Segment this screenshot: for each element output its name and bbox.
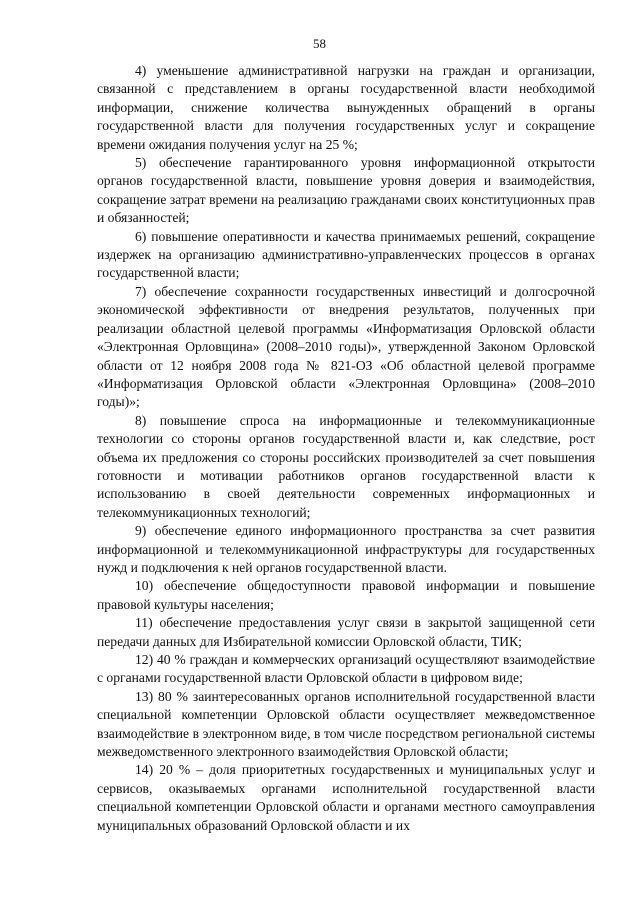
page-number: 58 bbox=[313, 36, 326, 51]
paragraph-item-14: 14) 20 % – доля приоритетных государственных и муниципальных услуг и сервисов, оказываемых органами исполнительной государственной власти специальной компетенции Орловской области и органами местного самоуправления муниципальных образований Орловской области и их bbox=[97, 762, 595, 833]
paragraph-item-4: 4) уменьшение административной нагрузки на граждан и организации, связанной с представлением в органы государственной власти необходимой информации, снижение количества вынужденных обращений в органы государственной власти для получения государственных услуг и сокращение времени ожидания получения услуг на 25 %; bbox=[97, 63, 595, 152]
paragraph-item-12: 12) 40 % граждан и коммерческих организаций осуществляют взаимодействие с органами государственной власти Орловской области в цифровом виде; bbox=[97, 652, 595, 686]
paragraph-item-7: 7) обеспечение сохранности государственных инвестиций и долгосрочной экономической эффективности от внедрения результатов, полученных при реализации областной целевой программы «Информатизация Орловской области «Электронная Орловщина» (2008–2010 годы)», утвержденной Законом Орловской области от 12 ноября 2008 года № 821-ОЗ «Об областной целевой программе «Информатизация Орловской области «Электронная Орловщина» (2008–2010 годы)»; bbox=[97, 283, 595, 410]
paragraph-item-8: 8) повышение спроса на информационные и телекоммуникационные технологии со стороны органов государственной власти и, как следствие, рост объема их предложения со стороны российских производителей за счет повышения готовности и мотивации работников органов государственной власти к использованию в своей деятельности современных информационных и телекоммуникационных технологий; bbox=[97, 412, 595, 520]
paragraph-item-13: 13) 80 % заинтересованных органов исполнительной государственной власти специальной компетенции Орловской области осуществляет межведомственное взаимодействие в электронном виде, в том числе посредством региональной системы межведомственного электронного взаимодействия Орловской области; bbox=[97, 688, 595, 760]
paragraph-item-10: 10) обеспечение общедоступности правовой информации и повышение правовой культуры населения; bbox=[97, 578, 595, 612]
paragraph-item-6: 6) повышение оперативности и качества принимаемых решений, сокращение издержек на организацию административно-управленческих процессов в органах государственной власти; bbox=[97, 228, 595, 281]
paragraph-item-9: 9) обеспечение единого информационного пространства за счет развития информационной и телекоммуникационной инфраструктуры для государственных нужд и подключения к ней органов государственной власти. bbox=[97, 523, 595, 575]
paragraph-item-5: 5) обеспечение гарантированного уровня информационной открытости органов государственной власти, повышение уровня доверия и взаимодействия, сокращение затрат времени на реализацию гражданами своих конституционных прав и обязанностей; bbox=[97, 155, 595, 226]
paragraph-item-11: 11) обеспечение предоставления услуг связи в закрытой защищенной сети передачи данных для Избирательной комиссии Орловской области, ТИК; bbox=[97, 615, 595, 649]
document-body bbox=[97, 62, 595, 835]
